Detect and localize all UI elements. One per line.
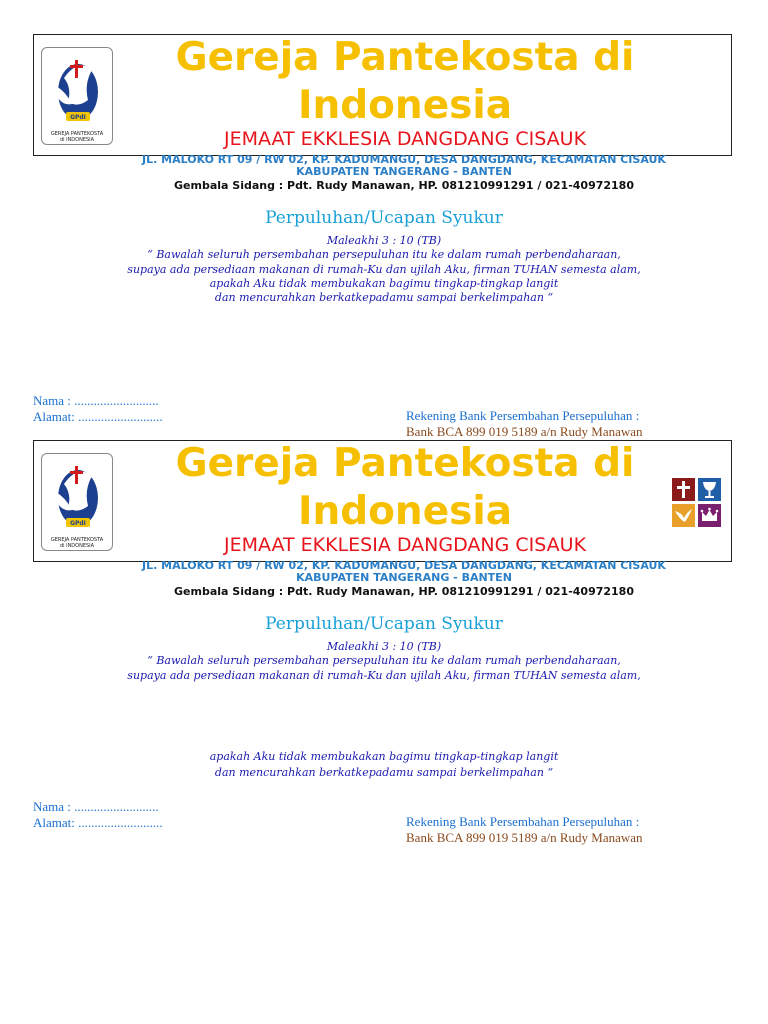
verse-reference: Maleakhi 3 : 10 (TB) (326, 234, 442, 247)
address-field[interactable]: Alamat: .......................... (33, 815, 163, 830)
bank-label: Rekening Bank Persembahan Persepuluhan : (406, 408, 640, 423)
church-name (140, 440, 670, 536)
church-name-line2: Indonesia (297, 83, 513, 128)
address-field[interactable]: Alamat: .......................... (33, 409, 163, 424)
dove-cross-logo-icon (42, 48, 112, 130)
dove-icon (672, 504, 695, 527)
offering-title: Perpuluhan/Ucapan Syukur (265, 208, 503, 228)
bank-account: Bank BCA 899 019 5189 a/n Rudy Manawan (406, 424, 643, 439)
verse-line-3: apakah Aku tidak membukakan bagimu tingkap-tingkap langit (209, 277, 559, 290)
bank-label: Rekening Bank Persembahan Persepuluhan : (406, 814, 640, 829)
bank-account: Bank BCA 899 019 5189 a/n Rudy Manawan (406, 830, 643, 845)
symbol-icons (672, 478, 722, 528)
congregation-name: JEMAAT EKKLESIA DANGDANG CISAUK (223, 534, 587, 556)
logo-caption-line2: di INDONESIA (59, 543, 95, 549)
name-field[interactable]: Nama : .......................... (33, 799, 159, 814)
verse-line-1: “ Bawalah seluruh persembahan persepuluhan itu ke dalam rumah perbendaharaan, (147, 248, 621, 261)
verse-reference: Maleakhi 3 : 10 (TB) (326, 640, 442, 653)
crown-icon (698, 504, 721, 527)
cross-icon (672, 478, 695, 501)
verse-line-2: supaya ada persediaan makanan di rumah-Ku dan ujilah Aku, firman TUHAN semesta alam, (127, 669, 641, 682)
offering-slip-1 (0, 0, 768, 439)
address-line1: JL. MALOKO RT 09 / RW 02, KP. KADUMANGU, DESA DANGDANG, KECAMATAN CISAUK (142, 559, 666, 572)
logo-badge: GPdI (70, 114, 86, 121)
dove-cross-logo-icon (42, 454, 112, 536)
logo-badge: GPdI (70, 520, 86, 527)
chalice-icon (698, 478, 721, 501)
logo-caption-line1: GEREJA PANTEKOSTA (50, 131, 104, 137)
logo-caption-line2: di INDONESIA (59, 137, 95, 143)
church-logo (41, 453, 113, 551)
church-logo (41, 47, 113, 145)
verse-line-4: dan mencurahkan berkatkepadamu sampai berkelimpahan “ (214, 291, 554, 304)
congregation-name: JEMAAT EKKLESIA DANGDANG CISAUK (223, 128, 587, 150)
verse-line-4: dan mencurahkan berkatkepadamu sampai berkelimpahan “ (214, 766, 554, 779)
verse-line-2: supaya ada persediaan makanan di rumah-Ku dan ujilah Aku, firman TUHAN semesta alam, (127, 263, 641, 276)
offering-title: Perpuluhan/Ucapan Syukur (265, 614, 503, 634)
church-name (140, 34, 670, 130)
verse-line-1: “ Bawalah seluruh persembahan persepuluhan itu ke dalam rumah perbendaharaan, (147, 654, 621, 667)
logo-caption-line1: GEREJA PANTEKOSTA (50, 537, 104, 543)
pastor-contact: Gembala Sidang : Pdt. Rudy Manawan, HP. 081210991291 / 021-40972180 (174, 179, 634, 192)
address-line2: KABUPATEN TANGERANG - BANTEN (296, 165, 512, 178)
address-line2: KABUPATEN TANGERANG - BANTEN (296, 571, 512, 584)
offering-slip-2 (0, 406, 768, 845)
address-line1: JL. MALOKO RT 09 / RW 02, KP. KADUMANGU, DESA DANGDANG, KECAMATAN CISAUK (142, 153, 666, 166)
name-field[interactable]: Nama : .......................... (33, 393, 159, 408)
church-name-line1: Gereja Pantekosta di (175, 441, 635, 486)
verse-line-3: apakah Aku tidak membukakan bagimu tingkap-tingkap langit (209, 750, 559, 763)
pastor-contact: Gembala Sidang : Pdt. Rudy Manawan, HP. 081210991291 / 021-40972180 (174, 585, 634, 598)
church-name-line1: Gereja Pantekosta di (175, 35, 635, 80)
church-name-line2: Indonesia (297, 489, 513, 534)
